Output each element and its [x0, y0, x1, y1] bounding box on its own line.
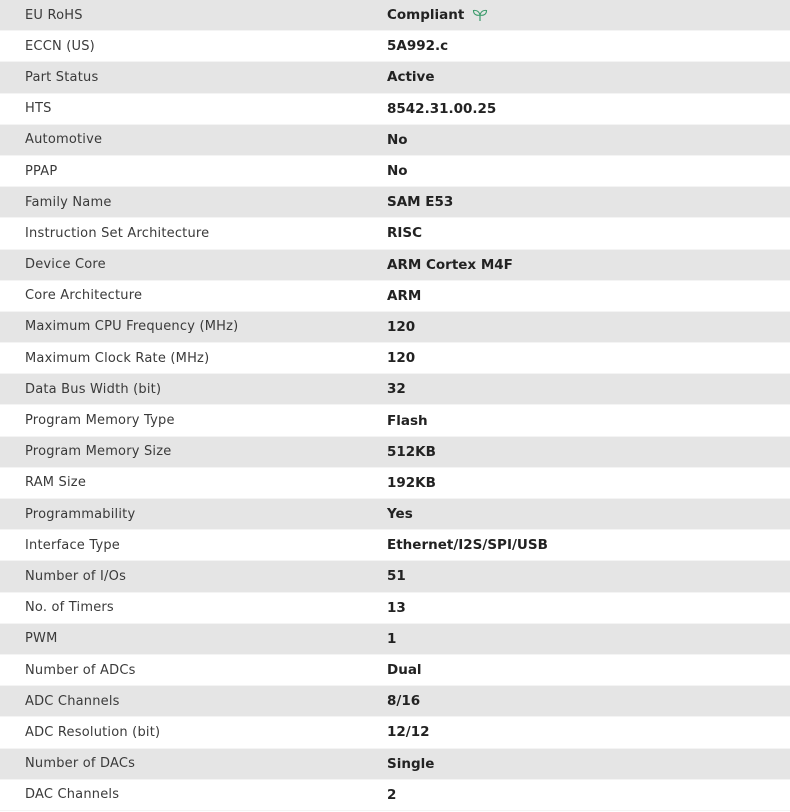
- spec-row: [0, 780, 790, 811]
- spec-label: ECCN (US): [25, 38, 95, 54]
- spec-value: 8/16: [387, 693, 421, 710]
- spec-row: [0, 0, 790, 31]
- spec-value: 120: [387, 350, 416, 367]
- spec-label: Programmability: [25, 506, 136, 522]
- spec-row: [0, 717, 790, 748]
- spec-value: Yes: [387, 506, 413, 523]
- spec-value: 120: [387, 318, 416, 335]
- spec-value: Single: [387, 755, 435, 772]
- spec-label: Program Memory Size: [25, 444, 172, 460]
- spec-label: Number of DACs: [25, 756, 136, 772]
- spec-value: 51: [387, 568, 406, 585]
- spec-label: Data Bus Width (bit): [25, 381, 162, 397]
- spec-label: RAM Size: [25, 475, 87, 491]
- spec-value: 512KB: [387, 443, 436, 460]
- spec-value: ARM: [387, 287, 422, 304]
- spec-row: [0, 561, 790, 592]
- spec-row: [0, 343, 790, 374]
- spec-value: 12/12: [387, 724, 430, 741]
- spec-value-text: Compliant: [387, 7, 465, 24]
- spec-row: [0, 250, 790, 281]
- spec-row: [0, 187, 790, 218]
- spec-label: Number of I/Os: [25, 568, 127, 584]
- spec-label: Automotive: [25, 132, 103, 148]
- spec-label: Core Architecture: [25, 288, 143, 304]
- spec-label: DAC Channels: [25, 787, 120, 803]
- spec-label: Part Status: [25, 69, 99, 85]
- spec-value: 2: [387, 786, 397, 803]
- spec-label: No. of Timers: [25, 600, 114, 616]
- spec-label: Program Memory Type: [25, 413, 175, 429]
- spec-label: Device Core: [25, 257, 106, 273]
- spec-value: 8542.31.00.25: [387, 100, 497, 117]
- spec-row: [0, 218, 790, 249]
- spec-label: Instruction Set Architecture: [25, 225, 210, 241]
- spec-value: SAM E53: [387, 194, 454, 211]
- spec-value: RISC: [387, 225, 423, 242]
- spec-row: [0, 499, 790, 530]
- spec-label: ADC Resolution (bit): [25, 724, 161, 740]
- spec-row: [0, 312, 790, 343]
- spec-row: [0, 468, 790, 499]
- spec-label: Number of ADCs: [25, 662, 136, 678]
- spec-value: 192KB: [387, 474, 436, 491]
- spec-value: [387, 7, 488, 23]
- spec-value: ARM Cortex M4F: [387, 256, 513, 273]
- spec-value: Flash: [387, 412, 428, 429]
- spec-row: [0, 94, 790, 125]
- spec-label: Maximum Clock Rate (MHz): [25, 350, 210, 366]
- spec-row: [0, 405, 790, 436]
- leaf-icon: [472, 8, 488, 22]
- spec-label: PWM: [25, 631, 58, 647]
- spec-row: [0, 374, 790, 405]
- spec-row: [0, 749, 790, 780]
- spec-value: No: [387, 163, 408, 180]
- spec-value: No: [387, 131, 408, 148]
- spec-row: [0, 62, 790, 93]
- spec-label: Interface Type: [25, 537, 120, 553]
- spec-value: 5A992.c: [387, 38, 449, 55]
- spec-row: [0, 530, 790, 561]
- spec-row: [0, 437, 790, 468]
- spec-row: [0, 593, 790, 624]
- spec-value: Ethernet/I2S/SPI/USB: [387, 537, 548, 554]
- spec-row: [0, 156, 790, 187]
- spec-label: Maximum CPU Frequency (MHz): [25, 319, 239, 335]
- spec-label: PPAP: [25, 163, 58, 179]
- spec-row: [0, 655, 790, 686]
- spec-label: HTS: [25, 101, 52, 117]
- spec-label: ADC Channels: [25, 693, 120, 709]
- spec-row: [0, 686, 790, 717]
- spec-label: EU RoHS: [25, 7, 83, 23]
- spec-label: Family Name: [25, 194, 112, 210]
- spec-row: [0, 624, 790, 655]
- spec-value: 13: [387, 599, 406, 616]
- spec-value: Dual: [387, 662, 422, 679]
- spec-row: [0, 125, 790, 156]
- spec-row: [0, 31, 790, 62]
- spec-value: Active: [387, 69, 435, 86]
- spec-value: 32: [387, 381, 406, 398]
- spec-value: 1: [387, 630, 397, 647]
- spec-row: [0, 281, 790, 312]
